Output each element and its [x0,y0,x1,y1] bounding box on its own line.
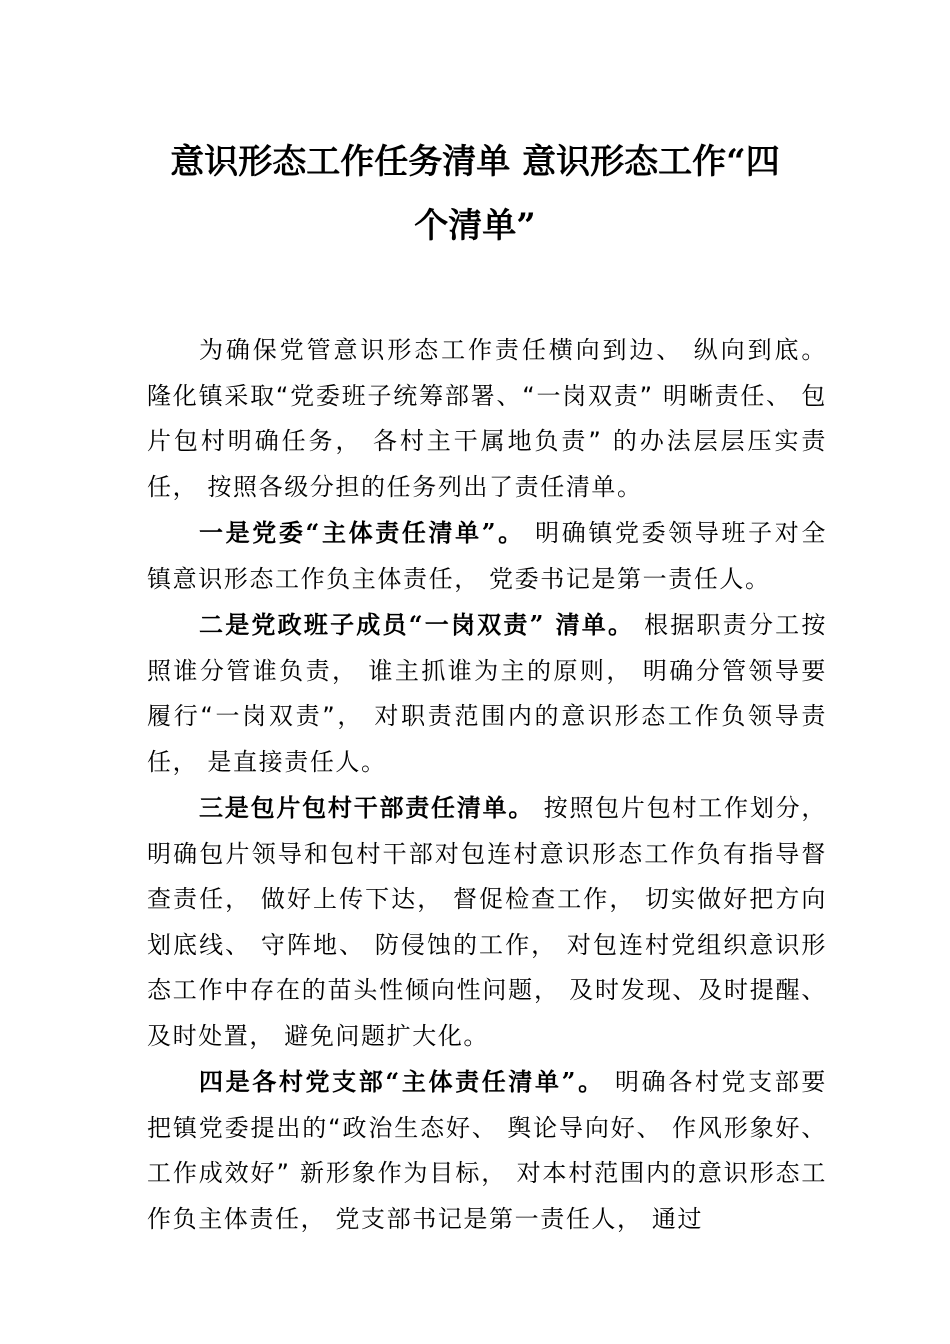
section-text: 根据职责分工按照谁分管谁负责， 谁主抓谁为主的原则， 明确分管领导要履行“一岗双责”， 对职责范围内的意识形态工作负领导责任， 是直接责任人。 [147,611,827,776]
document-body [147,328,827,1242]
intro-paragraph: 为确保党管意识形态工作责任横向到边、 纵向到底。 隆化镇采取“党委班子统筹部署、“一岗双责” 明晰责任、 包片包村明确任务， 各村主干属地负责” 的办法层层压实责任， 按照各级分担的任务列出了责任清单。 [147,336,827,501]
section-text: 按照包片包村工作划分， 明确包片领导和包村干部对包连村意识形态工作负有指导督查责任， 做好上传下达， 督促检查工作， 切实做好把方向划底线、 守阵地、 防侵蚀的工作， 对包连村党组织意识形态工作中存在的苗头性倾向性问题， 及时发现、及时提醒、 及时处置， 避免问题扩大化。 [147,794,827,1050]
section-lead: 一是党委“主体责任清单”。 [199,518,525,547]
document-title [120,130,830,258]
section-text: 明确各村党支部要把镇党委提出的“政治生态好、 舆论导向好、 作风形象好、 工作成效好” 新形象作为目标， 对本村范围内的意识形态工作负主体责任， 党支部书记是第一责任人， 通过 [147,1068,827,1233]
title-line-2: 个清单” [414,206,536,246]
title-line-1: 意识形态工作任务清单 意识形态工作“四 [170,142,780,182]
section-team-members [147,602,827,785]
section-text: 明确镇党委领导班子对全镇意识形态工作负主体责任， 党委书记是第一责任人。 [147,519,827,593]
section-lead: 四是各村党支部“主体责任清单”。 [199,1067,605,1096]
section-lead: 三是包片包村干部责任清单。 [199,793,535,822]
section-village-branches [147,1059,827,1242]
section-lead: 二是党政班子成员“一岗双责” 清单。 [199,610,635,639]
section-village-cadres [147,785,827,1059]
section-party-committee [147,510,827,602]
